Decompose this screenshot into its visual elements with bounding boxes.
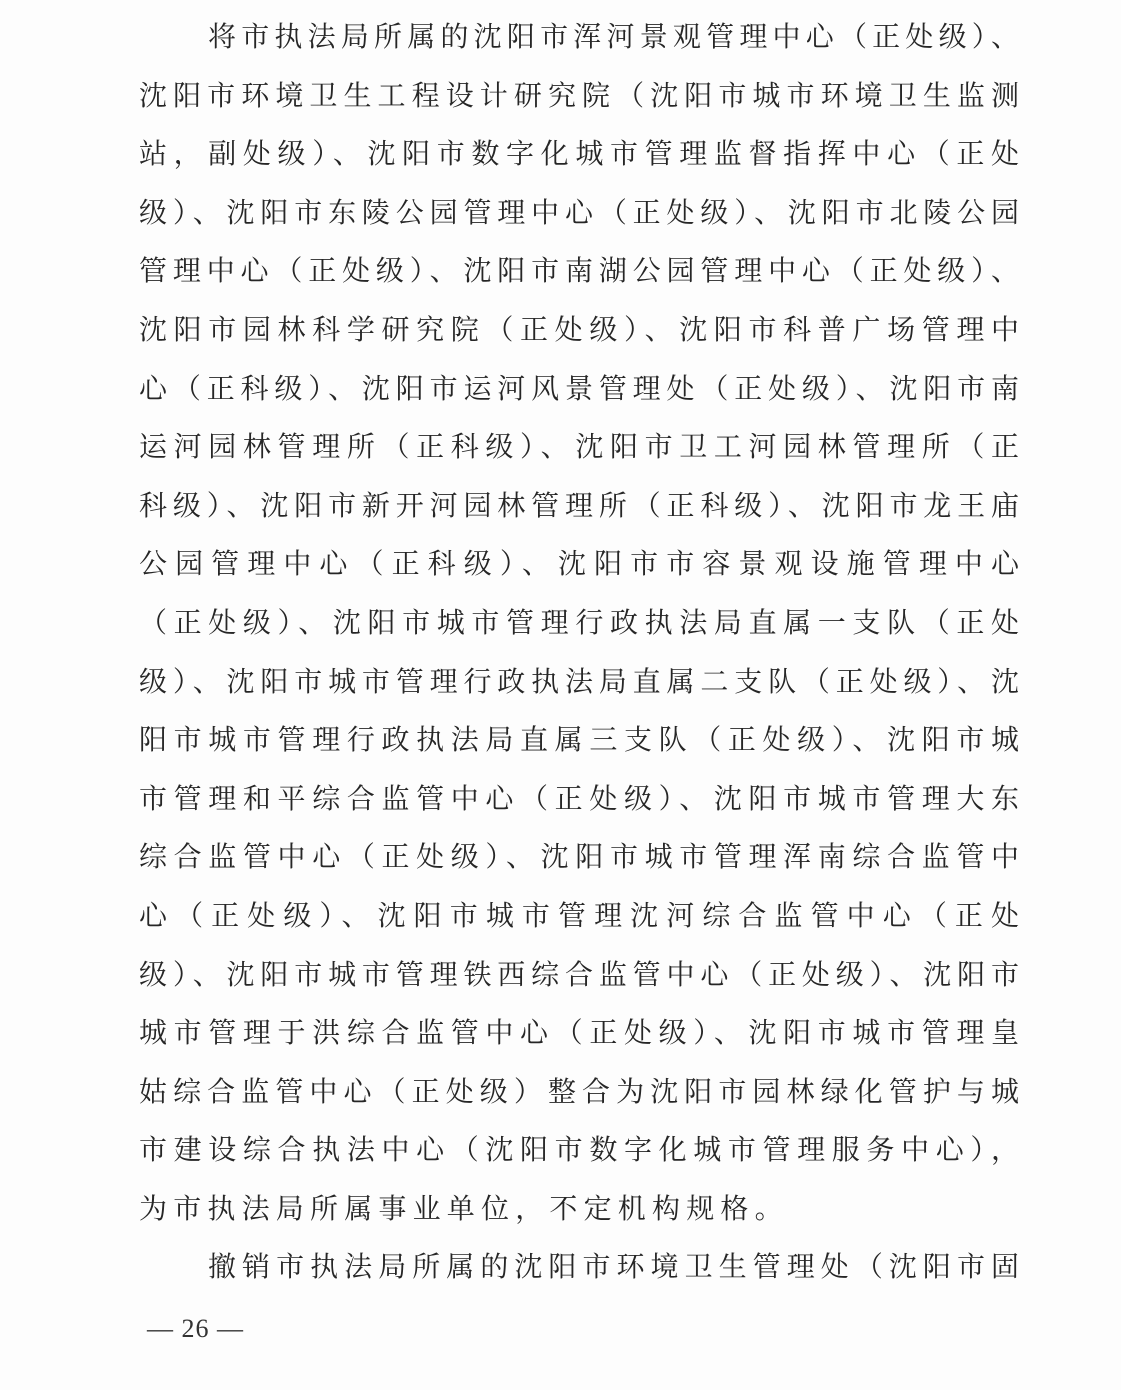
text-line: 撤销市执法局所属的沈阳市环境卫生管理处（沈阳市固 [208,1250,1019,1284]
text-line: 级）、沈阳市东陵公园管理中心（正处级）、沈阳市北陵公园 [139,195,1019,229]
text-line: 心（正处级）、沈阳市城市管理沈河综合监管中心（正处 [139,898,1019,932]
text-line: 级）、沈阳市城市管理行政执法局直属二支队（正处级）、沈 [139,664,1019,698]
text-line: （正处级）、沈阳市城市管理行政执法局直属一支队（正处 [139,605,1019,639]
text-line: 科级）、沈阳市新开河园林管理所（正科级）、沈阳市龙王庙 [139,488,1019,522]
text-line: 站，副处级）、沈阳市数字化城市管理监督指挥中心（正处 [139,137,1019,171]
text-line: 运河园林管理所（正科级）、沈阳市卫工河园林管理所（正 [139,430,1019,464]
body-text [139,8,1019,1297]
text-line: 市建设综合执法中心（沈阳市数字化城市管理服务中心）， [139,1133,1019,1167]
text-line: 沈阳市园林科学研究院（正处级）、沈阳市科普广场管理中 [139,312,1019,346]
text-line: 综合监管中心（正处级）、沈阳市城市管理浑南综合监管中 [139,840,1019,874]
text-line: 市管理和平综合监管中心（正处级）、沈阳市城市管理大东 [139,781,1019,815]
text-line: 城市管理于洪综合监管中心（正处级）、沈阳市城市管理皇 [139,1016,1019,1050]
page-number: — 26 — [147,1314,244,1343]
text-line: 阳市城市管理行政执法局直属三支队（正处级）、沈阳市城 [139,723,1019,757]
text-line: 管理中心（正处级）、沈阳市南湖公园管理中心（正处级）、 [139,254,1019,288]
text-line: 姑综合监管中心（正处级）整合为沈阳市园林绿化管护与城 [139,1074,1019,1108]
text-line: 心（正科级）、沈阳市运河风景管理处（正处级）、沈阳市南 [139,371,1019,405]
text-line: 将市执法局所属的沈阳市浑河景观管理中心（正处级）、 [208,20,1019,53]
text-line: 为市执法局所属事业单位，不定机构规格。 [139,1191,789,1225]
text-line: 公园管理中心（正科级）、沈阳市市容景观设施管理中心 [139,547,1019,581]
text-line: 沈阳市环境卫生工程设计研究院（沈阳市城市环境卫生监测 [139,78,1019,112]
text-line: 级）、沈阳市城市管理铁西综合监管中心（正处级）、沈阳市 [139,957,1019,991]
